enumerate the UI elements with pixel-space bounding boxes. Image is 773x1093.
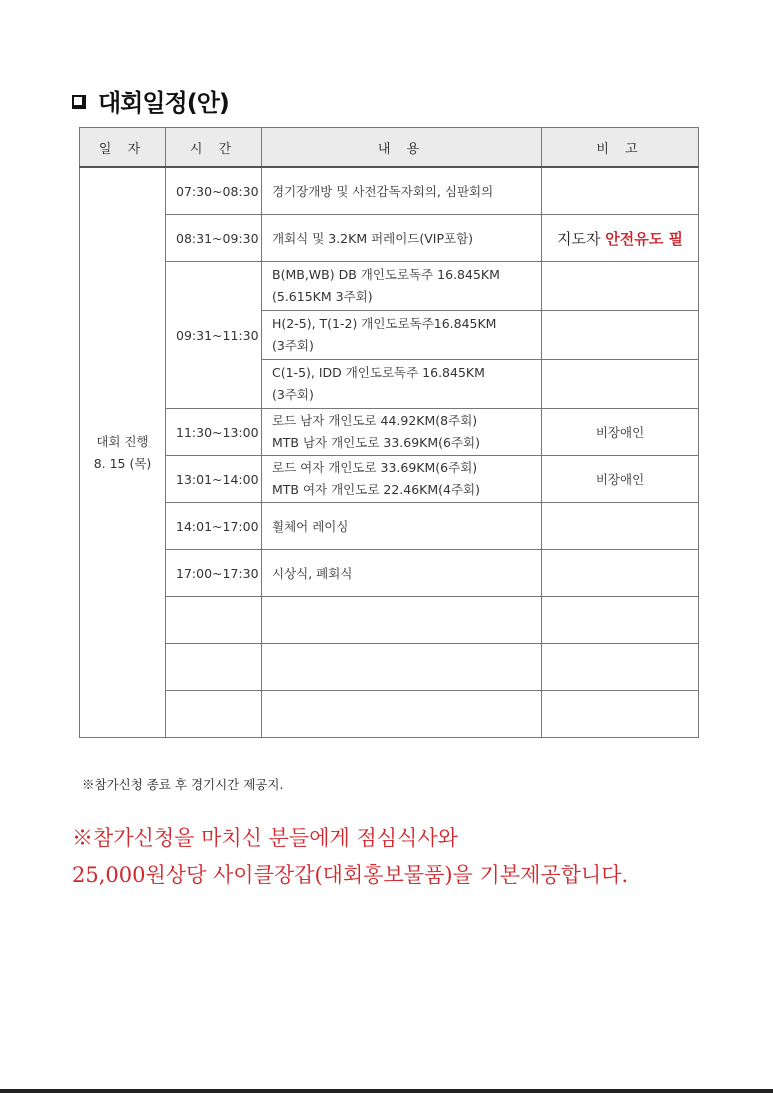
note-cell [542,215,699,262]
table-row [80,262,699,311]
table-row-empty [80,644,699,691]
content-line: 로드 여자 개인도로 33.69KM(6주회) [272,460,478,475]
header-note: 비 고 [542,128,699,168]
content-line: MTB 여자 개인도로 22.46KM(4주회) [272,482,480,497]
date-cell [80,167,166,738]
time-cell: 09:31~11:30 [166,262,262,409]
checkbox-bullet-icon [72,95,86,109]
time-cell [166,597,262,644]
note-cell [542,360,699,409]
content-line: B(MB,WB) DB 개인도로독주 16.845KM [272,267,500,282]
content-line: (5.615KM 3주회) [272,289,373,304]
note-cell [542,644,699,691]
table-header-row [80,128,699,168]
note-cell [542,550,699,597]
note-cell: 비장애인 [542,456,699,503]
content-line: (3주회) [272,387,314,402]
date-line: 대회 진행 [96,433,149,449]
date-line: 8. 15 (목) [93,455,152,471]
content-cell [262,644,542,691]
content-cell: 개회식 및 3.2KM 퍼레이드(VIP포함) [262,215,542,262]
table-row-empty [80,691,699,738]
header-content: 내 용 [262,128,542,168]
content-line: H(2-5), T(1-2) 개인도로독주16.845KM [272,316,497,331]
table-row [80,456,699,503]
promo-line: ※참가신청을 마치신 분들에게 점심식사와 [72,826,458,850]
content-cell: 휠체어 레이싱 [262,503,542,550]
content-cell [262,262,542,311]
section-title [72,84,229,116]
content-cell [262,311,542,360]
content-line: C(1-5), IDD 개인도로독주 16.845KM [272,365,485,380]
promo-line: 25,000원상당 사이클장갑(대회홍보물품)을 기본제공합니다. [72,863,629,887]
note-cell [542,503,699,550]
note-prefix: 지도자 [557,229,606,248]
note-cell [542,311,699,360]
table-row [80,167,699,215]
content-cell: 경기장개방 및 사전감독자회의, 심판회의 [262,167,542,215]
note-cell [542,167,699,215]
table-row [80,409,699,456]
header-time: 시 간 [166,128,262,168]
content-cell [262,691,542,738]
time-cell: 17:00~17:30 [166,550,262,597]
table-row [80,550,699,597]
time-cell [166,644,262,691]
schedule-table [79,127,699,738]
promo-notice [72,820,628,894]
note-highlight: 안전유도 필 [605,229,683,248]
content-cell [262,597,542,644]
content-cell [262,456,542,503]
content-cell [262,360,542,409]
footnote: ※참가신청 종료 후 경기시간 제공지. [82,777,284,792]
time-cell: 07:30~08:30 [166,167,262,215]
time-cell: 08:31~09:30 [166,215,262,262]
bottom-divider [0,1089,773,1093]
content-line: 로드 남자 개인도로 44.92KM(8주회) [272,413,478,428]
content-cell: 시상식, 폐회식 [262,550,542,597]
note-cell: 비장애인 [542,409,699,456]
time-cell: 13:01~14:00 [166,456,262,503]
content-line: MTB 남자 개인도로 33.69KM(6주회) [272,435,480,450]
table-row-empty [80,597,699,644]
note-cell [542,691,699,738]
time-cell: 11:30~13:00 [166,409,262,456]
title-text: 대회일정(안) [98,88,229,117]
table-row [80,215,699,262]
header-date: 일 자 [80,128,166,168]
content-line: (3주회) [272,338,314,353]
time-cell [166,691,262,738]
note-cell [542,597,699,644]
table-row [80,503,699,550]
note-cell [542,262,699,311]
time-cell: 14:01~17:00 [166,503,262,550]
content-cell [262,409,542,456]
